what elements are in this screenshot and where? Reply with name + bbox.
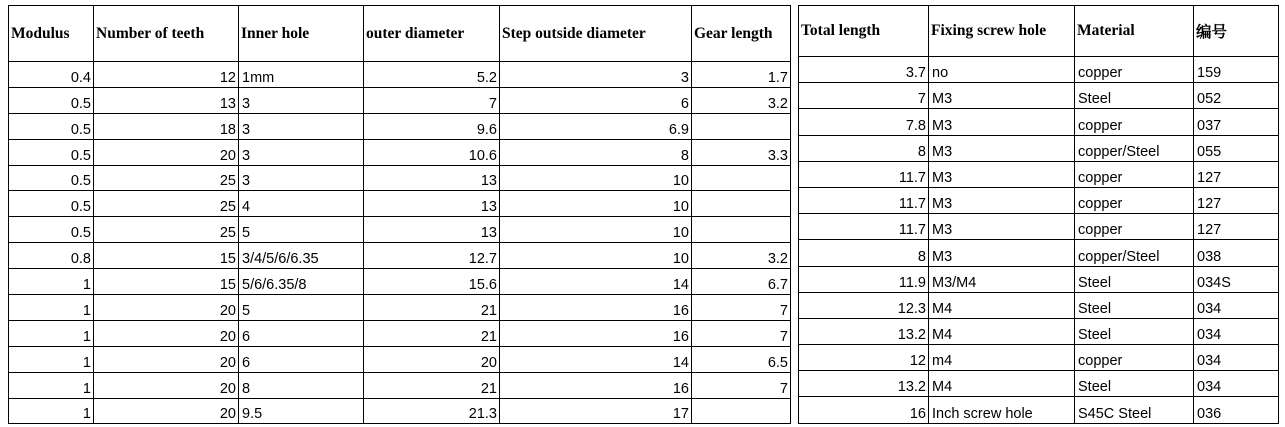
table-cell: 3.7 — [799, 57, 929, 83]
header-cell: Step outside diameter — [500, 6, 692, 62]
table-cell: 034 — [1194, 371, 1279, 397]
table-cell: 0.5 — [9, 113, 94, 139]
table-cell: 1 — [9, 372, 94, 398]
table-row — [9, 320, 791, 346]
table-row — [799, 240, 1279, 266]
table-row — [799, 292, 1279, 318]
table-row — [799, 345, 1279, 371]
gear-spec-table — [8, 5, 791, 424]
table-cell: 20 — [94, 139, 239, 165]
table-cell: 6 — [239, 320, 364, 346]
table-cell: no — [929, 57, 1075, 83]
table-cell: M3 — [929, 109, 1075, 135]
table-cell: Steel — [1075, 371, 1194, 397]
table-cell: 18 — [94, 113, 239, 139]
table-cell: 8 — [799, 135, 929, 161]
table-cell: 3 — [500, 62, 692, 88]
table-cell: 20 — [364, 346, 500, 372]
table-cell: M4 — [929, 318, 1075, 344]
table-cell: 7 — [692, 295, 791, 321]
table-cell: 034 — [1194, 345, 1279, 371]
table-cell: 16 — [500, 372, 692, 398]
table-row — [799, 318, 1279, 344]
table-cell: 7 — [364, 87, 500, 113]
header-cell: 编号 — [1194, 6, 1279, 57]
table-cell: 5/6/6.35/8 — [239, 269, 364, 295]
table-row — [9, 372, 791, 398]
table-cell: copper/Steel — [1075, 135, 1194, 161]
table-cell: copper — [1075, 161, 1194, 187]
table-cell: 10 — [500, 243, 692, 269]
table-row — [9, 139, 791, 165]
table-cell: 1 — [9, 269, 94, 295]
table-cell: 20 — [94, 398, 239, 424]
table-cell: 0.5 — [9, 191, 94, 217]
table-cell: 13.2 — [799, 371, 929, 397]
table-cell: 20 — [94, 320, 239, 346]
table-cell: 1 — [9, 295, 94, 321]
table-row — [9, 243, 791, 269]
table-cell: 3 — [239, 87, 364, 113]
table-cell: 10 — [500, 165, 692, 191]
table-cell: 14 — [500, 346, 692, 372]
table-cell: copper — [1075, 345, 1194, 371]
table-cell: 3.2 — [692, 243, 791, 269]
table-cell: Inch screw hole — [929, 397, 1075, 423]
table-cell: M4 — [929, 292, 1075, 318]
table-cell: 0.8 — [9, 243, 94, 269]
material-spec-table — [798, 5, 1279, 424]
table-cell: 25 — [94, 165, 239, 191]
table-cell: 16 — [500, 320, 692, 346]
table-cell: 034S — [1194, 266, 1279, 292]
table-cell: 15.6 — [364, 269, 500, 295]
table-row — [799, 266, 1279, 292]
table-cell: 6.5 — [692, 346, 791, 372]
table-cell: 034 — [1194, 292, 1279, 318]
table-cell: 3 — [239, 165, 364, 191]
header-cell: outer diameter — [364, 6, 500, 62]
table-row — [799, 397, 1279, 423]
table-cell: 3.3 — [692, 139, 791, 165]
table-row — [799, 57, 1279, 83]
table-cell: 1 — [9, 346, 94, 372]
header-cell: Number of teeth — [94, 6, 239, 62]
table-cell: 16 — [500, 295, 692, 321]
table-cell: 12 — [94, 62, 239, 88]
header-cell: Total length — [799, 6, 929, 57]
table-cell: 6.7 — [692, 269, 791, 295]
table-row — [799, 83, 1279, 109]
table-cell — [692, 217, 791, 243]
table-cell: 055 — [1194, 135, 1279, 161]
table-cell: 5 — [239, 217, 364, 243]
table-row — [9, 346, 791, 372]
table-cell: 12.7 — [364, 243, 500, 269]
table-cell: S45C Steel — [1075, 397, 1194, 423]
table-cell: 25 — [94, 191, 239, 217]
table-cell: 7 — [799, 83, 929, 109]
table-cell: 7.8 — [799, 109, 929, 135]
table-cell: 21 — [364, 320, 500, 346]
table-row — [799, 161, 1279, 187]
table-cell: 13 — [94, 87, 239, 113]
table-cell: 12.3 — [799, 292, 929, 318]
table-cell: 159 — [1194, 57, 1279, 83]
table-cell: 3/4/5/6/6.35 — [239, 243, 364, 269]
table-cell: 7 — [692, 320, 791, 346]
table-row — [9, 295, 791, 321]
table-row — [9, 191, 791, 217]
table-cell: 13 — [364, 165, 500, 191]
table-cell: 1 — [9, 320, 94, 346]
table-cell: 0.4 — [9, 62, 94, 88]
table-cell: M4 — [929, 371, 1075, 397]
table-cell: 127 — [1194, 161, 1279, 187]
table-cell: 15 — [94, 243, 239, 269]
table-cell: 127 — [1194, 214, 1279, 240]
table-cell: 3 — [239, 139, 364, 165]
table-cell: 5 — [239, 295, 364, 321]
gear-table-header — [9, 6, 791, 62]
header-row — [799, 6, 1279, 57]
spec-table-header — [799, 6, 1279, 57]
table-row — [799, 187, 1279, 213]
table-cell: copper — [1075, 57, 1194, 83]
table-cell: 17 — [500, 398, 692, 424]
table-cell: 0.5 — [9, 165, 94, 191]
table-cell: M3 — [929, 187, 1075, 213]
table-cell: M3 — [929, 135, 1075, 161]
spec-table-body — [799, 57, 1279, 424]
header-cell: Material — [1075, 6, 1194, 57]
table-cell: 038 — [1194, 240, 1279, 266]
table-cell: M3 — [929, 83, 1075, 109]
table-row — [9, 87, 791, 113]
table-row — [9, 113, 791, 139]
table-cell: 1mm — [239, 62, 364, 88]
table-row — [799, 371, 1279, 397]
table-cell: 15 — [94, 269, 239, 295]
table-cell: 11.7 — [799, 214, 929, 240]
table-cell: M3/M4 — [929, 266, 1075, 292]
table-cell: 10.6 — [364, 139, 500, 165]
table-cell: 20 — [94, 295, 239, 321]
table-cell: 13.2 — [799, 318, 929, 344]
table-cell: 11.7 — [799, 187, 929, 213]
table-cell: 9.5 — [239, 398, 364, 424]
table-cell: copper — [1075, 187, 1194, 213]
header-row — [9, 6, 791, 62]
table-cell: 036 — [1194, 397, 1279, 423]
table-cell: Steel — [1075, 266, 1194, 292]
table-cell: 8 — [799, 240, 929, 266]
table-cell: 21 — [364, 295, 500, 321]
table-cell: M3 — [929, 214, 1075, 240]
table-cell: 037 — [1194, 109, 1279, 135]
table-row — [9, 269, 791, 295]
table-cell: M3 — [929, 240, 1075, 266]
table-row — [9, 62, 791, 88]
table-cell: 8 — [500, 139, 692, 165]
table-cell: 052 — [1194, 83, 1279, 109]
table-cell: Steel — [1075, 318, 1194, 344]
table-cell: 21 — [364, 372, 500, 398]
header-cell: Fixing screw hole — [929, 6, 1075, 57]
table-cell: 11.7 — [799, 161, 929, 187]
table-cell: 11.9 — [799, 266, 929, 292]
table-cell: 7 — [692, 372, 791, 398]
table-cell: 25 — [94, 217, 239, 243]
header-cell: Inner hole — [239, 6, 364, 62]
table-cell: copper/Steel — [1075, 240, 1194, 266]
table-cell: 034 — [1194, 318, 1279, 344]
table-cell: copper — [1075, 214, 1194, 240]
table-cell: 4 — [239, 191, 364, 217]
table-cell: copper — [1075, 109, 1194, 135]
table-cell — [692, 398, 791, 424]
table-cell: 13 — [364, 217, 500, 243]
table-cell: 16 — [799, 397, 929, 423]
table-cell: Steel — [1075, 83, 1194, 109]
table-row — [9, 398, 791, 424]
header-cell: Gear length — [692, 6, 791, 62]
table-cell: 1.7 — [692, 62, 791, 88]
table-cell: 1 — [9, 398, 94, 424]
table-cell — [692, 165, 791, 191]
table-row — [799, 214, 1279, 240]
table-cell: 12 — [799, 345, 929, 371]
table-cell: 13 — [364, 191, 500, 217]
gear-table-body — [9, 62, 791, 424]
table-cell — [692, 113, 791, 139]
table-row — [9, 165, 791, 191]
table-cell: 0.5 — [9, 217, 94, 243]
table-cell: 6 — [500, 87, 692, 113]
table-cell: 6.9 — [500, 113, 692, 139]
table-cell: 14 — [500, 269, 692, 295]
table-row — [799, 135, 1279, 161]
table-row — [9, 217, 791, 243]
header-cell: Modulus — [9, 6, 94, 62]
table-row — [799, 109, 1279, 135]
table-cell: m4 — [929, 345, 1075, 371]
table-cell: 10 — [500, 191, 692, 217]
table-cell: 6 — [239, 346, 364, 372]
table-cell: 0.5 — [9, 87, 94, 113]
table-cell: 3.2 — [692, 87, 791, 113]
table-cell: Steel — [1075, 292, 1194, 318]
table-cell: 9.6 — [364, 113, 500, 139]
table-cell: 0.5 — [9, 139, 94, 165]
table-cell: 127 — [1194, 187, 1279, 213]
table-cell: 21.3 — [364, 398, 500, 424]
table-cell: 20 — [94, 346, 239, 372]
table-cell: 20 — [94, 372, 239, 398]
table-cell: 5.2 — [364, 62, 500, 88]
table-cell — [692, 191, 791, 217]
table-cell: 3 — [239, 113, 364, 139]
table-cell: 8 — [239, 372, 364, 398]
table-cell: 10 — [500, 217, 692, 243]
table-cell: M3 — [929, 161, 1075, 187]
